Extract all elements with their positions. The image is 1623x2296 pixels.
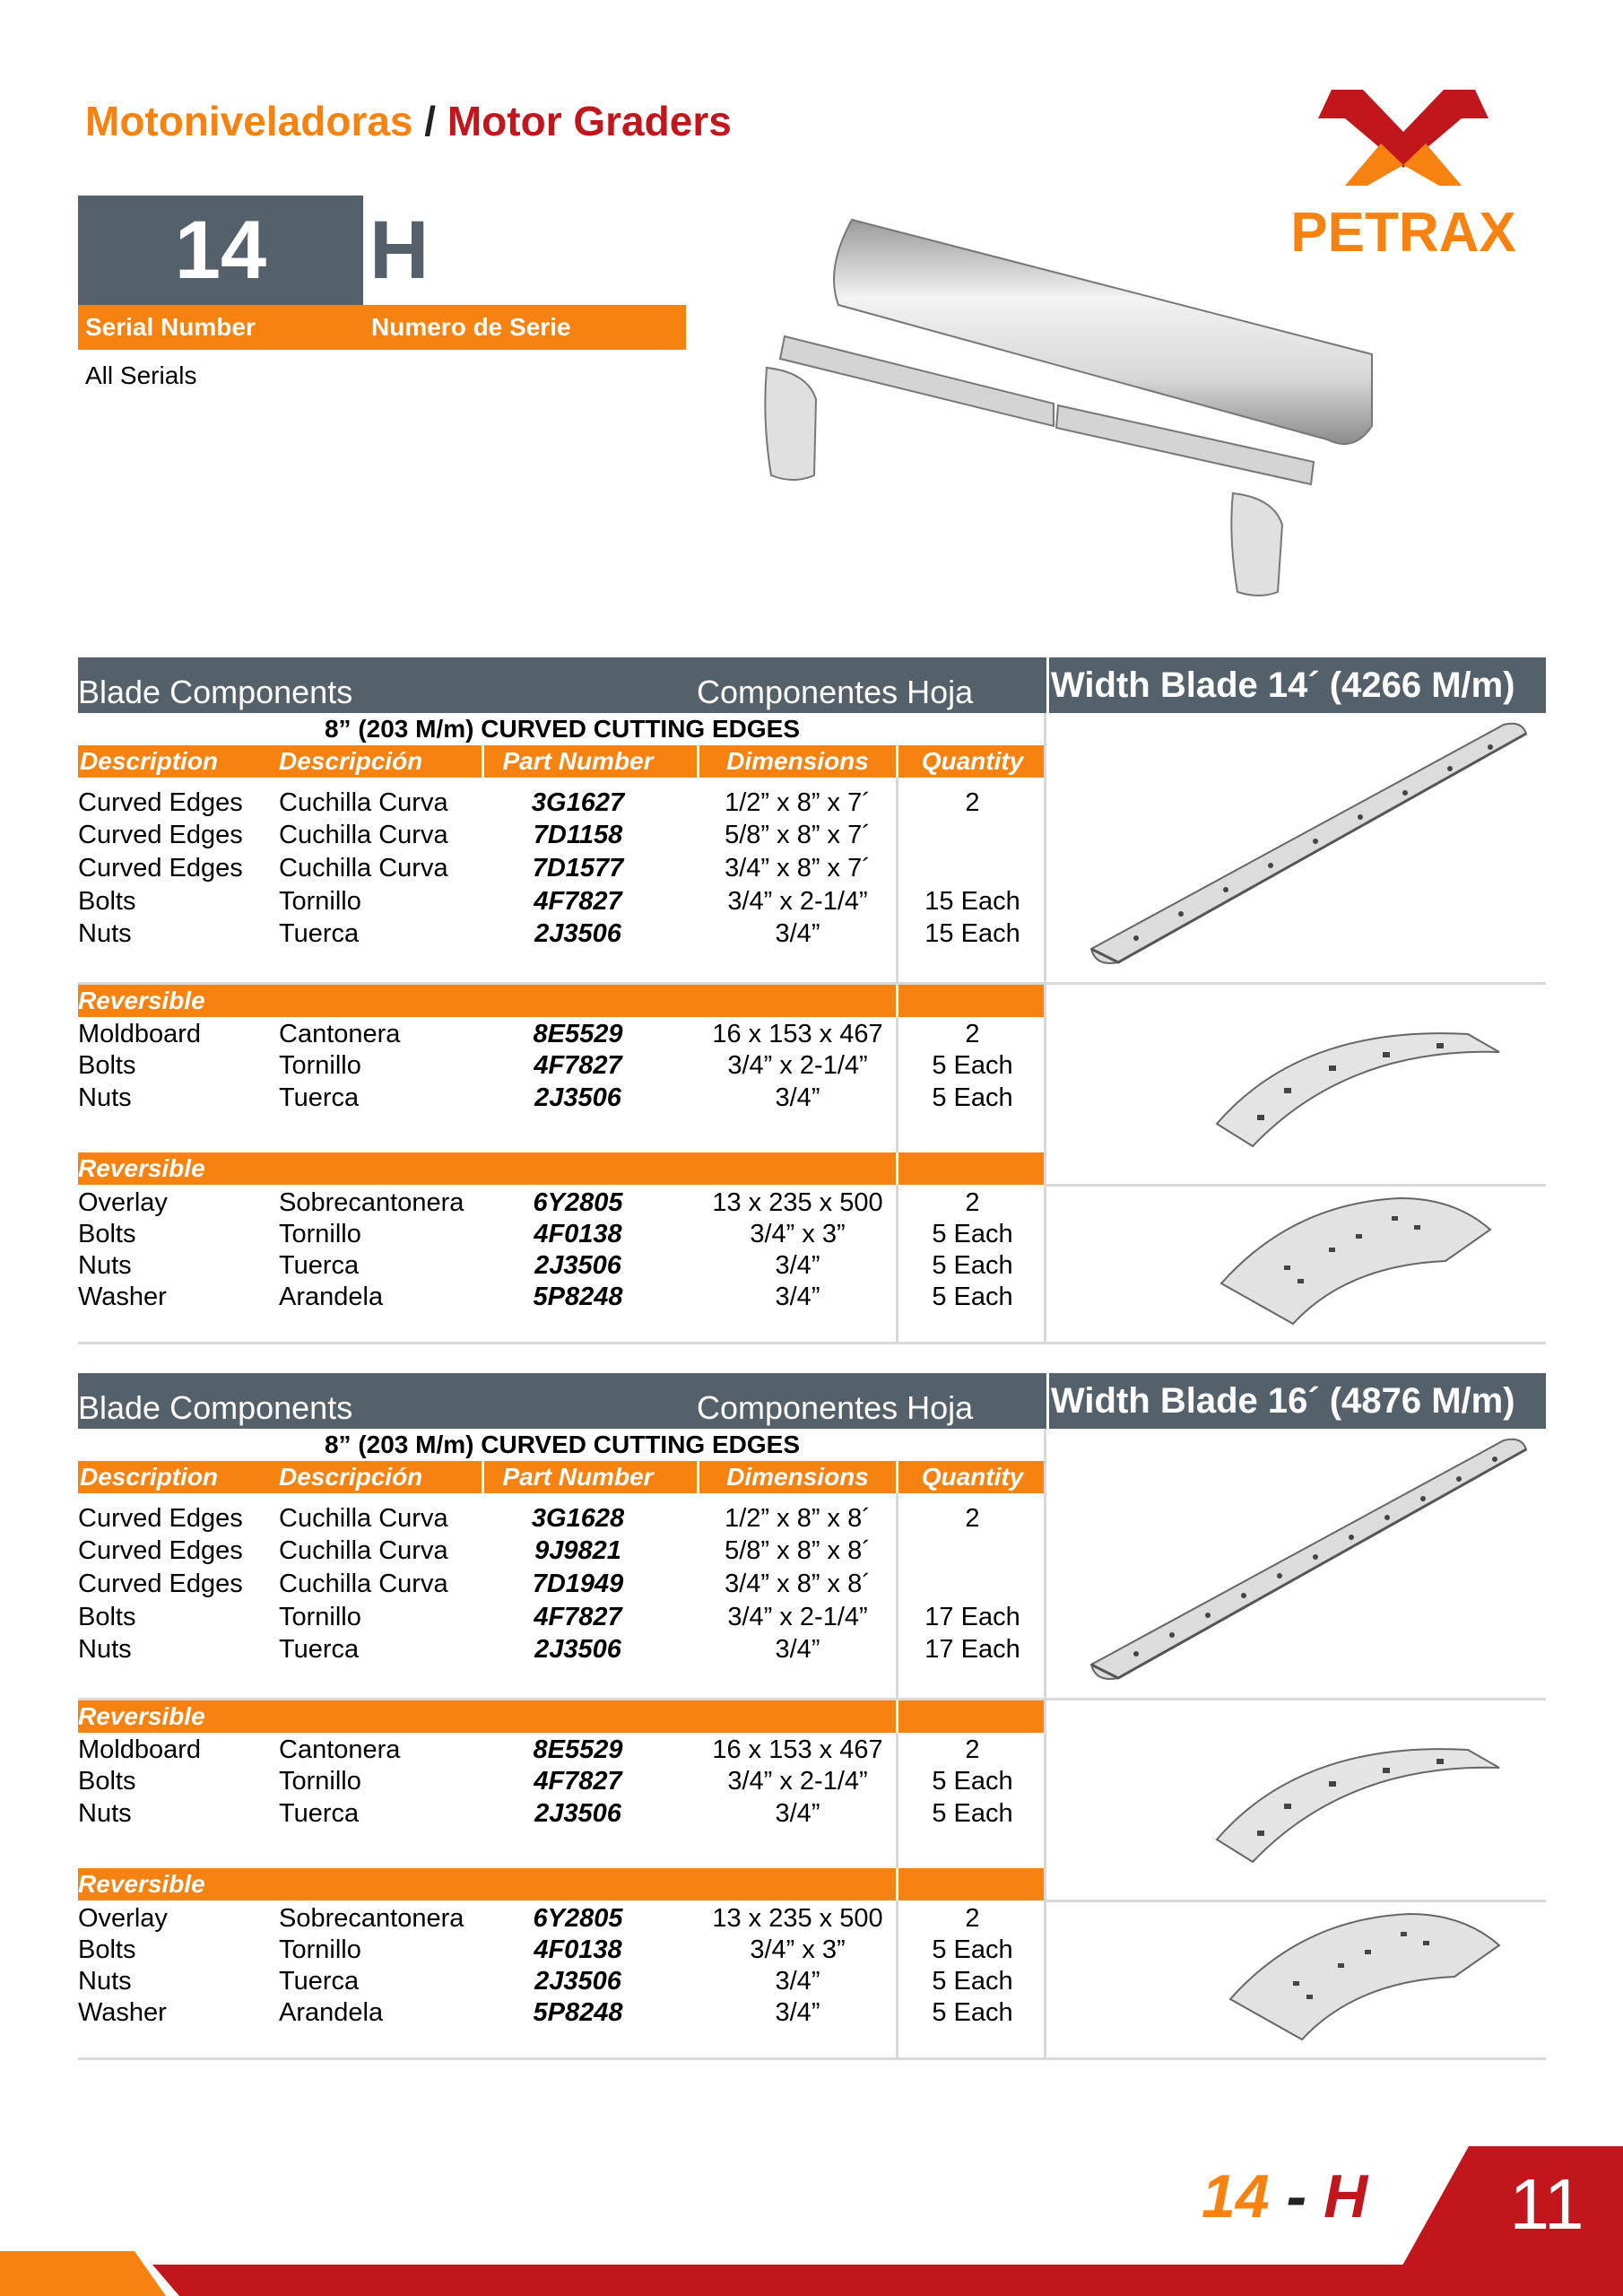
- blade-assembly-image: [753, 206, 1381, 610]
- section-title-en: Blade Components: [78, 1389, 353, 1426]
- cell-part-number: 7D1158: [533, 821, 623, 849]
- cell-quantity: 17 Each: [924, 1635, 1020, 1664]
- table-row: [78, 1601, 1046, 1633]
- section-title-es: Componentes Hoja: [697, 674, 974, 710]
- cell-dimensions: 13 x 235 x 500: [712, 1904, 883, 1933]
- cell-part-number: 7D1577: [532, 854, 624, 883]
- col-part-number: Part Number: [502, 1463, 654, 1491]
- footer-band: [0, 2144, 1623, 2296]
- header-divider: [896, 1868, 898, 1900]
- cell-description: Washer: [78, 1998, 167, 2027]
- cell-descripcion: Tornillo: [279, 1603, 361, 1631]
- cell-dimensions: 13 x 235 x 500: [712, 1188, 883, 1217]
- table-row: [78, 1535, 1046, 1567]
- cell-descripcion: Cuchilla Curva: [279, 1536, 448, 1565]
- reversible-bar: [78, 1700, 1046, 1733]
- cell-description: Bolts: [78, 1051, 136, 1080]
- cell-descripcion: Cuchilla Curva: [279, 1570, 448, 1598]
- column-divider: [896, 1733, 898, 1868]
- cell-quantity: 5 Each: [932, 1967, 1013, 1996]
- cell-dimensions: 3/4”: [775, 919, 820, 948]
- curved-edge-image: [1082, 1436, 1531, 1687]
- cell-description: Nuts: [78, 919, 132, 948]
- end-bit-right: [1231, 493, 1282, 596]
- reversible-bar: [78, 1152, 1046, 1185]
- cell-descripcion: Cuchilla Curva: [279, 854, 448, 883]
- cell-quantity: 2: [965, 1735, 980, 1764]
- cell-dimensions: 3/4” x 2-1/4”: [727, 1767, 868, 1796]
- cell-dimensions: 3/4”: [775, 1635, 820, 1664]
- reversible-bar: [78, 985, 1046, 1017]
- model-letter: H: [369, 204, 430, 296]
- col-dimensions: Dimensions: [726, 747, 869, 775]
- overlay-image: [1212, 1194, 1499, 1328]
- cell-descripcion: Sobrecantonera: [279, 1904, 464, 1933]
- title-separator: /: [424, 98, 437, 144]
- header-divider: [896, 1461, 898, 1493]
- cell-descripcion: Cuchilla Curva: [279, 821, 448, 849]
- cell-descripcion: Tuerca: [279, 1251, 360, 1280]
- cell-description: Bolts: [78, 887, 136, 916]
- cell-part-number: 4F0138: [534, 1935, 622, 1964]
- serial-label-en: Serial Number: [85, 313, 256, 341]
- cell-description: Nuts: [78, 1967, 132, 1996]
- column-divider: [1044, 1429, 1046, 2057]
- table-row: [78, 819, 1046, 851]
- column-divider: [896, 778, 898, 982]
- cell-dimensions: 3/4” x 2-1/4”: [727, 887, 868, 916]
- cell-part-number: 6Y2805: [533, 1188, 623, 1217]
- reversible-bar: [78, 1868, 1046, 1900]
- cell-description: Washer: [78, 1283, 167, 1311]
- cell-quantity: 5 Each: [932, 1051, 1013, 1080]
- section-bottom-rule: [78, 2057, 1546, 2060]
- table-row: [78, 1734, 1046, 1766]
- cell-description: Overlay: [78, 1188, 168, 1217]
- cell-quantity: 17 Each: [924, 1603, 1020, 1631]
- table-row: [78, 1218, 1046, 1250]
- cell-dimensions: 3/4”: [775, 1799, 820, 1828]
- cell-descripcion: Tuerca: [279, 1083, 360, 1112]
- column-divider: [896, 1185, 898, 1342]
- cell-part-number: 3G1627: [531, 788, 625, 817]
- cell-descripcion: Tuerca: [279, 919, 360, 948]
- column-divider: [896, 1493, 898, 1698]
- end-bit-image: [1203, 1016, 1508, 1151]
- cell-part-number: 8E5529: [533, 1020, 623, 1048]
- cell-descripcion: Tornillo: [279, 887, 361, 916]
- cell-part-number: 7D1949: [532, 1570, 624, 1598]
- header-divider: [896, 745, 898, 778]
- cell-descripcion: Tornillo: [279, 1051, 361, 1080]
- blade-section-14: [78, 657, 1546, 1348]
- logo-mark-top: [1318, 90, 1488, 168]
- cell-quantity: 15 Each: [924, 887, 1020, 916]
- table-row: [78, 787, 1046, 819]
- cell-descripcion: Tuerca: [279, 1799, 360, 1828]
- cell-descripcion: Tuerca: [279, 1635, 360, 1664]
- footer-dash: -: [1286, 2162, 1307, 2231]
- table-row: [78, 885, 1046, 918]
- reversible-label: Reversible: [78, 1154, 205, 1182]
- table-row: [78, 1568, 1046, 1600]
- cell-descripcion: Cantonera: [279, 1020, 401, 1048]
- page-number: 11: [1509, 2164, 1584, 2244]
- cell-dimensions: 5/8” x 8” x 8´: [725, 1536, 871, 1565]
- cell-part-number: 3G1628: [531, 1504, 625, 1533]
- cell-part-number: 4F0138: [534, 1220, 622, 1248]
- cell-descripcion: Arandela: [279, 1998, 384, 2027]
- footer-model-code: [1202, 2161, 1367, 2231]
- reversible-label: Reversible: [78, 1870, 205, 1898]
- moldboard-shape: [834, 220, 1372, 444]
- cell-quantity: 2: [965, 1504, 980, 1533]
- cell-dimensions: 1/2” x 8” x 8´: [725, 1504, 871, 1533]
- cell-dimensions: 16 x 153 x 467: [712, 1020, 883, 1048]
- cell-dimensions: 3/4”: [775, 1998, 820, 2027]
- cell-descripcion: Tornillo: [279, 1935, 361, 1964]
- cell-quantity: 5 Each: [932, 1083, 1013, 1112]
- cell-quantity: 2: [965, 1904, 980, 1933]
- cell-description: Curved Edges: [78, 854, 243, 883]
- cell-descripcion: Cuchilla Curva: [279, 1504, 448, 1533]
- column-header-row: [78, 1461, 1046, 1493]
- table-row: [78, 1082, 1046, 1114]
- footer-model-letter: H: [1324, 2162, 1368, 2231]
- reversible-label: Reversible: [78, 1702, 205, 1730]
- cell-dimensions: 5/8” x 8” x 7´: [725, 821, 871, 849]
- cell-descripcion: Tornillo: [279, 1220, 361, 1248]
- cell-dimensions: 3/4”: [775, 1283, 820, 1311]
- table-row: [78, 1249, 1046, 1282]
- cell-dimensions: 3/4” x 8” x 8´: [725, 1570, 871, 1598]
- cell-part-number: 5P8248: [533, 1998, 623, 2027]
- column-divider: [896, 1900, 898, 2057]
- cell-descripcion: Arandela: [279, 1283, 384, 1311]
- cell-description: Moldboard: [78, 1020, 202, 1048]
- table-row: [78, 1902, 1046, 1935]
- end-bit-left: [765, 368, 816, 480]
- header-divider: [697, 745, 699, 778]
- cell-description: Overlay: [78, 1904, 168, 1933]
- cell-description: Curved Edges: [78, 788, 243, 817]
- title-english: Motor Graders: [447, 98, 732, 144]
- cell-quantity: 5 Each: [932, 1220, 1013, 1248]
- table-row: [78, 1187, 1046, 1219]
- model-number: 14: [78, 196, 363, 305]
- cell-quantity: 5 Each: [932, 1935, 1013, 1964]
- cell-quantity: 2: [965, 788, 980, 817]
- table-row: [78, 1965, 1046, 1997]
- end-bit-image: [1203, 1732, 1508, 1866]
- section-header: [78, 657, 1546, 713]
- cell-description: Curved Edges: [78, 1570, 243, 1598]
- cell-dimensions: 3/4” x 3”: [750, 1220, 846, 1248]
- cell-quantity: 15 Each: [924, 919, 1020, 948]
- column-divider: [1044, 713, 1046, 1342]
- header-divider: [896, 985, 898, 1017]
- cell-part-number: 2J3506: [534, 1251, 621, 1280]
- col-quantity: Quantity: [921, 747, 1024, 775]
- serial-bar: [78, 305, 686, 350]
- cell-quantity: 2: [965, 1020, 980, 1048]
- cell-description: Curved Edges: [78, 821, 243, 849]
- cell-part-number: 2J3506: [534, 1083, 621, 1112]
- cell-part-number: 4F7827: [534, 1603, 622, 1631]
- cell-quantity: 2: [965, 1188, 980, 1217]
- cell-quantity: 5 Each: [932, 1251, 1013, 1280]
- cell-description: Nuts: [78, 1251, 132, 1280]
- cell-descripcion: Cuchilla Curva: [279, 788, 448, 817]
- col-part-number: Part Number: [502, 747, 654, 775]
- cell-dimensions: 1/2” x 8” x 7´: [725, 788, 871, 817]
- table-row: [78, 1049, 1046, 1082]
- blade-width-label: Width Blade 16´ (4876 M/m): [1046, 1373, 1546, 1429]
- cell-part-number: 6Y2805: [533, 1904, 623, 1933]
- table-row: [78, 1797, 1046, 1830]
- table-row: [78, 1018, 1046, 1050]
- cell-part-number: 2J3506: [534, 1967, 621, 1996]
- col-description: Description: [80, 747, 219, 775]
- cell-quantity: 5 Each: [932, 1767, 1013, 1796]
- cell-quantity: 5 Each: [932, 1799, 1013, 1828]
- cell-dimensions: 3/4” x 2-1/4”: [727, 1603, 868, 1631]
- cell-quantity: 5 Each: [932, 1998, 1013, 2027]
- cell-description: Nuts: [78, 1083, 132, 1112]
- cell-part-number: 4F7827: [534, 887, 622, 916]
- page-title: [85, 97, 732, 145]
- blade-section-16: [78, 1373, 1546, 2064]
- col-quantity: Quantity: [921, 1463, 1024, 1491]
- curved-edge-image: [1082, 720, 1531, 971]
- table-row: [78, 852, 1046, 884]
- cell-descripcion: Sobrecantonera: [279, 1188, 464, 1217]
- cell-part-number: 8E5529: [533, 1735, 623, 1764]
- section-subtitle: 8” (203 M/m) CURVED CUTTING EDGES: [324, 715, 801, 743]
- cell-description: Moldboard: [78, 1735, 202, 1764]
- cell-description: Nuts: [78, 1799, 132, 1828]
- table-row: [78, 1281, 1046, 1313]
- col-dimensions: Dimensions: [726, 1463, 869, 1491]
- cell-dimensions: 16 x 153 x 467: [712, 1735, 883, 1764]
- cell-part-number: 5P8248: [533, 1283, 623, 1311]
- cell-dimensions: 3/4”: [775, 1251, 820, 1280]
- row-divider: [1046, 1900, 1546, 1902]
- header-divider: [896, 1152, 898, 1185]
- cell-part-number: 2J3506: [534, 919, 621, 948]
- cell-dimensions: 3/4” x 8” x 7´: [725, 854, 871, 883]
- table-row: [78, 1502, 1046, 1535]
- blade-width-label: Width Blade 14´ (4266 M/m): [1046, 657, 1546, 713]
- serial-label-es: Numero de Serie: [371, 313, 571, 341]
- cell-part-number: 4F7827: [534, 1051, 622, 1080]
- cell-descripcion: Tuerca: [279, 1967, 360, 1996]
- cell-dimensions: 3/4”: [775, 1083, 820, 1112]
- footer-model-number: 14: [1202, 2162, 1270, 2231]
- overlay-image: [1221, 1909, 1508, 2044]
- table-row: [78, 1633, 1046, 1665]
- cell-dimensions: 3/4” x 2-1/4”: [727, 1051, 868, 1080]
- cell-part-number: 4F7827: [534, 1767, 622, 1796]
- col-descripcion: Descripción: [279, 1463, 423, 1491]
- table-row: [78, 918, 1046, 950]
- table-row: [78, 1765, 1046, 1797]
- row-divider: [1046, 1184, 1546, 1187]
- cell-description: Nuts: [78, 1635, 132, 1664]
- reversible-label: Reversible: [78, 987, 205, 1014]
- section-title-es: Componentes Hoja: [697, 1389, 974, 1426]
- cell-part-number: 9J9821: [534, 1536, 621, 1565]
- header-divider: [482, 1461, 484, 1493]
- cell-description: Bolts: [78, 1935, 136, 1964]
- section-header: [78, 1373, 1546, 1429]
- section-bottom-rule: [78, 1342, 1546, 1344]
- table-row: [78, 1996, 1046, 2029]
- cell-quantity: 5 Each: [932, 1283, 1013, 1311]
- logo-text: PETRAX: [1290, 202, 1516, 262]
- cell-part-number: 2J3506: [534, 1799, 621, 1828]
- cell-description: Curved Edges: [78, 1536, 243, 1565]
- header-divider: [482, 745, 484, 778]
- cell-dimensions: 3/4” x 3”: [750, 1935, 846, 1964]
- table-row: [78, 1934, 1046, 1966]
- cell-dimensions: 3/4”: [775, 1967, 820, 1996]
- cell-part-number: 2J3506: [534, 1635, 621, 1664]
- section-subtitle: 8” (203 M/m) CURVED CUTTING EDGES: [324, 1431, 801, 1458]
- cell-description: Curved Edges: [78, 1504, 243, 1533]
- column-divider: [896, 1017, 898, 1152]
- header-divider: [697, 1461, 699, 1493]
- col-description: Description: [80, 1463, 219, 1491]
- serial-value: All Serials: [85, 361, 197, 389]
- cell-descripcion: Tornillo: [279, 1767, 361, 1796]
- column-header-row: [78, 745, 1046, 778]
- title-spanish: Motoniveladoras: [85, 98, 413, 144]
- section-title-en: Blade Components: [78, 674, 353, 710]
- col-descripcion: Descripción: [279, 747, 423, 775]
- cell-description: Bolts: [78, 1767, 136, 1796]
- cell-description: Bolts: [78, 1220, 136, 1248]
- cell-description: Bolts: [78, 1603, 136, 1631]
- header-divider: [896, 1700, 898, 1733]
- cell-descripcion: Cantonera: [279, 1735, 401, 1764]
